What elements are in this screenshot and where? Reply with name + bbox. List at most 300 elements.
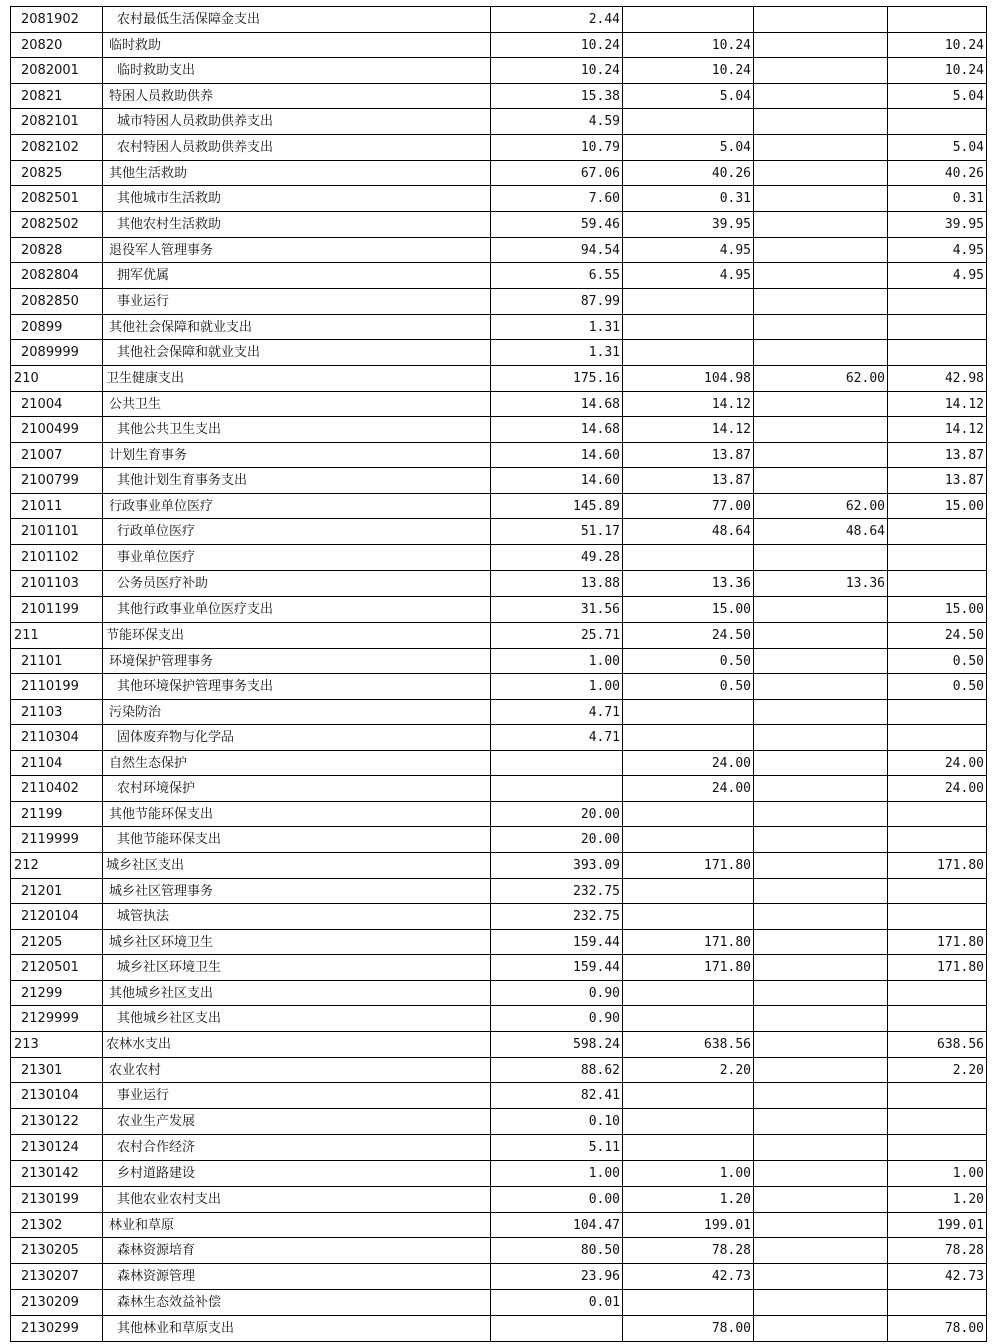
amount-cell-col4: 171.80	[888, 853, 987, 879]
amount-cell-col4: 24.50	[888, 623, 987, 649]
subject-name-cell: 其他农村生活救助	[103, 212, 491, 238]
table-row	[11, 315, 987, 340]
amount-cell-col2: 171.80	[623, 930, 754, 955]
amount-cell-col2	[623, 109, 754, 135]
amount-cell-col4	[888, 827, 987, 853]
amount-cell-col1: 80.50	[491, 1238, 623, 1264]
amount-cell-col1: 14.68	[491, 417, 623, 443]
subject-name-cell: 行政单位医疗	[103, 519, 491, 545]
amount-cell-col1: 145.89	[491, 494, 623, 519]
amount-cell-col1: 0.90	[491, 1006, 623, 1032]
subject-code-cell: 21199	[11, 802, 103, 827]
amount-cell-col3	[754, 58, 888, 84]
subject-name-cell: 农村合作经济	[103, 1135, 491, 1161]
amount-cell-col4	[888, 879, 987, 904]
table-row	[11, 33, 987, 58]
amount-cell-col2: 14.12	[623, 417, 754, 443]
amount-cell-col1: 4.71	[491, 700, 623, 725]
table-row	[11, 443, 987, 468]
amount-cell-col1: 87.99	[491, 289, 623, 315]
amount-cell-col3	[754, 161, 888, 186]
subject-code-cell: 2130124	[11, 1135, 103, 1161]
subject-code-cell: 2130122	[11, 1109, 103, 1135]
subject-code-cell: 2110304	[11, 725, 103, 751]
subject-name-cell: 农业生产发展	[103, 1109, 491, 1135]
amount-cell-col2	[623, 289, 754, 315]
amount-cell-col2	[623, 315, 754, 340]
subject-name-cell: 公共卫生	[103, 392, 491, 417]
table-row	[11, 1161, 987, 1187]
amount-cell-col4	[888, 802, 987, 827]
amount-cell-col1: 0.01	[491, 1290, 623, 1316]
amount-cell-col4	[888, 545, 987, 571]
table-row	[11, 1058, 987, 1083]
amount-cell-col4	[888, 1006, 987, 1032]
amount-cell-col3	[754, 725, 888, 751]
table-row	[11, 674, 987, 700]
amount-cell-col2	[623, 1135, 754, 1161]
amount-cell-col2: 638.56	[623, 1032, 754, 1058]
subject-code-cell: 20821	[11, 84, 103, 109]
amount-cell-col1: 0.00	[491, 1187, 623, 1213]
amount-cell-col4	[888, 1083, 987, 1109]
table-row	[11, 1316, 987, 1342]
table-row	[11, 751, 987, 776]
table-row	[11, 1238, 987, 1264]
table-row	[11, 1187, 987, 1213]
amount-cell-col3	[754, 1032, 888, 1058]
table-row	[11, 366, 987, 392]
subject-code-cell: 2130104	[11, 1083, 103, 1109]
subject-code-cell: 2130199	[11, 1187, 103, 1213]
subject-name-cell: 森林资源管理	[103, 1264, 491, 1290]
amount-cell-col1: 7.60	[491, 186, 623, 212]
amount-cell-col4: 15.00	[888, 597, 987, 623]
subject-code-cell: 2082102	[11, 135, 103, 161]
table-row	[11, 904, 987, 930]
subject-name-cell: 事业运行	[103, 1083, 491, 1109]
amount-cell-col1: 31.56	[491, 597, 623, 623]
amount-cell-col4	[888, 725, 987, 751]
amount-cell-col2: 1.20	[623, 1187, 754, 1213]
table-row	[11, 212, 987, 238]
amount-cell-col3	[754, 212, 888, 238]
amount-cell-col2: 1.00	[623, 1161, 754, 1187]
table-row	[11, 263, 987, 289]
subject-name-cell: 其他社会保障和就业支出	[103, 315, 491, 340]
amount-cell-col2: 77.00	[623, 494, 754, 519]
table-row	[11, 776, 987, 802]
amount-cell-col4: 199.01	[888, 1213, 987, 1238]
subject-code-cell: 213	[11, 1032, 103, 1058]
amount-cell-col4	[888, 981, 987, 1006]
amount-cell-col2: 2.20	[623, 1058, 754, 1083]
amount-cell-col4	[888, 700, 987, 725]
subject-code-cell: 2130299	[11, 1316, 103, 1342]
amount-cell-col2	[623, 545, 754, 571]
subject-code-cell: 21205	[11, 930, 103, 955]
amount-cell-col4: 39.95	[888, 212, 987, 238]
subject-code-cell: 21004	[11, 392, 103, 417]
table-row	[11, 827, 987, 853]
subject-code-cell: 2110402	[11, 776, 103, 802]
amount-cell-col2	[623, 1083, 754, 1109]
amount-cell-col2: 24.00	[623, 751, 754, 776]
subject-code-cell: 2101102	[11, 545, 103, 571]
amount-cell-col1: 14.60	[491, 468, 623, 494]
amount-cell-col4	[888, 340, 987, 366]
amount-cell-col1: 59.46	[491, 212, 623, 238]
amount-cell-col2: 15.00	[623, 597, 754, 623]
amount-cell-col1: 49.28	[491, 545, 623, 571]
subject-code-cell: 2120501	[11, 955, 103, 981]
amount-cell-col2: 5.04	[623, 84, 754, 109]
amount-cell-col2	[623, 340, 754, 366]
amount-cell-col1: 82.41	[491, 1083, 623, 1109]
table-row	[11, 930, 987, 955]
subject-code-cell: 210	[11, 366, 103, 392]
subject-name-cell: 农业农村	[103, 1058, 491, 1083]
subject-name-cell: 林业和草原	[103, 1213, 491, 1238]
subject-code-cell: 2130142	[11, 1161, 103, 1187]
table-row	[11, 135, 987, 161]
subject-name-cell: 事业运行	[103, 289, 491, 315]
amount-cell-col4: 1.00	[888, 1161, 987, 1187]
table-row	[11, 186, 987, 212]
amount-cell-col1: 598.24	[491, 1032, 623, 1058]
amount-cell-col3	[754, 981, 888, 1006]
amount-cell-col2: 78.28	[623, 1238, 754, 1264]
table-row	[11, 649, 987, 674]
amount-cell-col2: 13.87	[623, 443, 754, 468]
table-row	[11, 392, 987, 417]
subject-name-cell: 城乡社区支出	[103, 853, 491, 879]
amount-cell-col1: 159.44	[491, 955, 623, 981]
table-row	[11, 1032, 987, 1058]
subject-name-cell: 森林生态效益补偿	[103, 1290, 491, 1316]
amount-cell-col4: 14.12	[888, 392, 987, 417]
amount-cell-col2	[623, 725, 754, 751]
subject-name-cell: 其他农业农村支出	[103, 1187, 491, 1213]
subject-code-cell: 21301	[11, 1058, 103, 1083]
subject-code-cell: 2089999	[11, 340, 103, 366]
amount-cell-col1: 1.00	[491, 674, 623, 700]
amount-cell-col2: 14.12	[623, 392, 754, 417]
table-row	[11, 545, 987, 571]
amount-cell-col3	[754, 853, 888, 879]
subject-code-cell: 21007	[11, 443, 103, 468]
amount-cell-col2: 199.01	[623, 1213, 754, 1238]
amount-cell-col4	[888, 571, 987, 597]
amount-cell-col1: 159.44	[491, 930, 623, 955]
subject-name-cell: 其他计划生育事务支出	[103, 468, 491, 494]
subject-code-cell: 2130205	[11, 1238, 103, 1264]
amount-cell-col4: 5.04	[888, 135, 987, 161]
amount-cell-col1: 10.24	[491, 33, 623, 58]
subject-name-cell: 其他公共卫生支出	[103, 417, 491, 443]
subject-name-cell: 农村最低生活保障金支出	[103, 7, 491, 33]
amount-cell-col3	[754, 443, 888, 468]
amount-cell-col2: 13.36	[623, 571, 754, 597]
subject-code-cell: 2100499	[11, 417, 103, 443]
subject-code-cell: 2081902	[11, 7, 103, 33]
amount-cell-col2	[623, 827, 754, 853]
amount-cell-col2: 78.00	[623, 1316, 754, 1342]
amount-cell-col4: 14.12	[888, 417, 987, 443]
amount-cell-col2	[623, 1006, 754, 1032]
amount-cell-col1: 6.55	[491, 263, 623, 289]
subject-name-cell: 城乡社区环境卫生	[103, 955, 491, 981]
subject-name-cell: 节能环保支出	[103, 623, 491, 649]
amount-cell-col4: 0.50	[888, 674, 987, 700]
amount-cell-col2: 40.26	[623, 161, 754, 186]
amount-cell-col3	[754, 930, 888, 955]
amount-cell-col4	[888, 904, 987, 930]
amount-cell-col1: 0.90	[491, 981, 623, 1006]
table-row	[11, 1213, 987, 1238]
amount-cell-col2: 24.00	[623, 776, 754, 802]
subject-code-cell: 2082001	[11, 58, 103, 84]
subject-code-cell: 2110199	[11, 674, 103, 700]
amount-cell-col3	[754, 392, 888, 417]
amount-cell-col3	[754, 263, 888, 289]
amount-cell-col2: 171.80	[623, 955, 754, 981]
table-row	[11, 519, 987, 545]
amount-cell-col3	[754, 545, 888, 571]
amount-cell-col2: 39.95	[623, 212, 754, 238]
subject-code-cell: 21104	[11, 751, 103, 776]
amount-cell-col2: 104.98	[623, 366, 754, 392]
table-row	[11, 1264, 987, 1290]
amount-cell-col1: 0.10	[491, 1109, 623, 1135]
amount-cell-col2	[623, 700, 754, 725]
amount-cell-col4: 42.73	[888, 1264, 987, 1290]
subject-name-cell: 城市特困人员救助供养支出	[103, 109, 491, 135]
subject-name-cell: 城管执法	[103, 904, 491, 930]
amount-cell-col4: 24.00	[888, 751, 987, 776]
subject-code-cell: 21101	[11, 649, 103, 674]
subject-code-cell: 2082804	[11, 263, 103, 289]
amount-cell-col3	[754, 33, 888, 58]
subject-name-cell: 农林水支出	[103, 1032, 491, 1058]
amount-cell-col1: 88.62	[491, 1058, 623, 1083]
subject-name-cell: 其他城乡社区支出	[103, 981, 491, 1006]
amount-cell-col3	[754, 1083, 888, 1109]
subject-name-cell: 事业单位医疗	[103, 545, 491, 571]
table-row	[11, 1083, 987, 1109]
amount-cell-col3	[754, 135, 888, 161]
amount-cell-col1: 10.24	[491, 58, 623, 84]
amount-cell-col4: 42.98	[888, 366, 987, 392]
amount-cell-col3	[754, 315, 888, 340]
subject-name-cell: 特困人员救助供养	[103, 84, 491, 109]
amount-cell-col1: 15.38	[491, 84, 623, 109]
amount-cell-col3	[754, 1058, 888, 1083]
subject-code-cell: 2101199	[11, 597, 103, 623]
amount-cell-col2	[623, 1109, 754, 1135]
subject-code-cell: 2101103	[11, 571, 103, 597]
amount-cell-col3	[754, 1264, 888, 1290]
amount-cell-col3	[754, 1187, 888, 1213]
subject-code-cell: 2082850	[11, 289, 103, 315]
table-row	[11, 623, 987, 649]
table-row	[11, 494, 987, 519]
amount-cell-col3	[754, 904, 888, 930]
amount-cell-col4: 171.80	[888, 930, 987, 955]
amount-cell-col4	[888, 289, 987, 315]
amount-cell-col4: 40.26	[888, 161, 987, 186]
subject-name-cell: 其他环境保护管理事务支出	[103, 674, 491, 700]
amount-cell-col3	[754, 955, 888, 981]
table-row	[11, 109, 987, 135]
subject-code-cell: 21302	[11, 1213, 103, 1238]
subject-code-cell: 2101101	[11, 519, 103, 545]
amount-cell-col3	[754, 1006, 888, 1032]
table-row	[11, 417, 987, 443]
subject-name-cell: 城乡社区环境卫生	[103, 930, 491, 955]
amount-cell-col1: 1.31	[491, 340, 623, 366]
amount-cell-col3	[754, 802, 888, 827]
amount-cell-col3	[754, 674, 888, 700]
table-row	[11, 58, 987, 84]
amount-cell-col1: 232.75	[491, 879, 623, 904]
amount-cell-col4: 171.80	[888, 955, 987, 981]
table-row	[11, 1290, 987, 1316]
amount-cell-col3	[754, 649, 888, 674]
amount-cell-col2: 48.64	[623, 519, 754, 545]
amount-cell-col2	[623, 7, 754, 33]
amount-cell-col2: 42.73	[623, 1264, 754, 1290]
amount-cell-col3	[754, 1109, 888, 1135]
subject-name-cell: 自然生态保护	[103, 751, 491, 776]
subject-name-cell: 其他城乡社区支出	[103, 1006, 491, 1032]
amount-cell-col3	[754, 1238, 888, 1264]
amount-cell-col2: 13.87	[623, 468, 754, 494]
table-row	[11, 955, 987, 981]
table-row	[11, 161, 987, 186]
amount-cell-col3	[754, 468, 888, 494]
amount-cell-col4	[888, 519, 987, 545]
amount-cell-col4	[888, 7, 987, 33]
subject-name-cell: 退役军人管理事务	[103, 238, 491, 263]
amount-cell-col3	[754, 1161, 888, 1187]
table-row	[11, 802, 987, 827]
subject-name-cell: 其他社会保障和就业支出	[103, 340, 491, 366]
amount-cell-col4: 15.00	[888, 494, 987, 519]
amount-cell-col3	[754, 186, 888, 212]
amount-cell-col1: 20.00	[491, 827, 623, 853]
subject-name-cell: 城乡社区管理事务	[103, 879, 491, 904]
subject-name-cell: 公务员医疗补助	[103, 571, 491, 597]
amount-cell-col3	[754, 623, 888, 649]
table-row	[11, 468, 987, 494]
subject-code-cell: 2130209	[11, 1290, 103, 1316]
subject-code-cell: 20825	[11, 161, 103, 186]
amount-cell-col2: 0.50	[623, 649, 754, 674]
amount-cell-col4	[888, 1290, 987, 1316]
amount-cell-col1: 1.00	[491, 649, 623, 674]
amount-cell-col2	[623, 981, 754, 1006]
subject-name-cell: 计划生育事务	[103, 443, 491, 468]
subject-name-cell: 行政事业单位医疗	[103, 494, 491, 519]
amount-cell-col2: 24.50	[623, 623, 754, 649]
amount-cell-col3: 62.00	[754, 494, 888, 519]
amount-cell-col4: 78.00	[888, 1316, 987, 1342]
amount-cell-col3	[754, 879, 888, 904]
table-row	[11, 7, 987, 33]
table-row	[11, 597, 987, 623]
subject-code-cell: 20899	[11, 315, 103, 340]
amount-cell-col3	[754, 289, 888, 315]
subject-name-cell: 拥军优属	[103, 263, 491, 289]
amount-cell-col4: 78.28	[888, 1238, 987, 1264]
amount-cell-col4: 2.20	[888, 1058, 987, 1083]
amount-cell-col2: 10.24	[623, 58, 754, 84]
table-row	[11, 571, 987, 597]
subject-name-cell: 其他行政事业单位医疗支出	[103, 597, 491, 623]
amount-cell-col3	[754, 1316, 888, 1342]
amount-cell-col3	[754, 751, 888, 776]
amount-cell-col3	[754, 1290, 888, 1316]
table-row	[11, 238, 987, 263]
amount-cell-col3	[754, 7, 888, 33]
table-row	[11, 725, 987, 751]
amount-cell-col1: 10.79	[491, 135, 623, 161]
amount-cell-col4: 13.87	[888, 443, 987, 468]
amount-cell-col1: 94.54	[491, 238, 623, 263]
amount-cell-col3	[754, 597, 888, 623]
amount-cell-col4: 638.56	[888, 1032, 987, 1058]
amount-cell-col1	[491, 751, 623, 776]
subject-name-cell: 乡村道路建设	[103, 1161, 491, 1187]
amount-cell-col3	[754, 776, 888, 802]
amount-cell-col2	[623, 802, 754, 827]
subject-code-cell: 2120104	[11, 904, 103, 930]
subject-name-cell: 卫生健康支出	[103, 366, 491, 392]
subject-code-cell: 212	[11, 853, 103, 879]
amount-cell-col1: 51.17	[491, 519, 623, 545]
amount-cell-col3	[754, 1213, 888, 1238]
amount-cell-col1: 4.71	[491, 725, 623, 751]
subject-code-cell: 2119999	[11, 827, 103, 853]
subject-name-cell: 其他节能环保支出	[103, 802, 491, 827]
subject-code-cell: 20828	[11, 238, 103, 263]
amount-cell-col2: 0.50	[623, 674, 754, 700]
amount-cell-col3	[754, 827, 888, 853]
amount-cell-col4: 24.00	[888, 776, 987, 802]
subject-code-cell: 21299	[11, 981, 103, 1006]
amount-cell-col4: 5.04	[888, 84, 987, 109]
amount-cell-col3	[754, 84, 888, 109]
table-row	[11, 1109, 987, 1135]
table-row	[11, 289, 987, 315]
amount-cell-col1: 2.44	[491, 7, 623, 33]
amount-cell-col1: 1.31	[491, 315, 623, 340]
table-row	[11, 853, 987, 879]
amount-cell-col3: 13.36	[754, 571, 888, 597]
table-row	[11, 340, 987, 366]
amount-cell-col1: 4.59	[491, 109, 623, 135]
table-row	[11, 1006, 987, 1032]
amount-cell-col1: 175.16	[491, 366, 623, 392]
budget-expenditure-table	[10, 6, 987, 1342]
amount-cell-col1: 14.60	[491, 443, 623, 468]
subject-name-cell: 临时救助支出	[103, 58, 491, 84]
amount-cell-col1	[491, 1316, 623, 1342]
subject-code-cell: 21103	[11, 700, 103, 725]
amount-cell-col4: 0.31	[888, 186, 987, 212]
table-body	[11, 7, 987, 1342]
